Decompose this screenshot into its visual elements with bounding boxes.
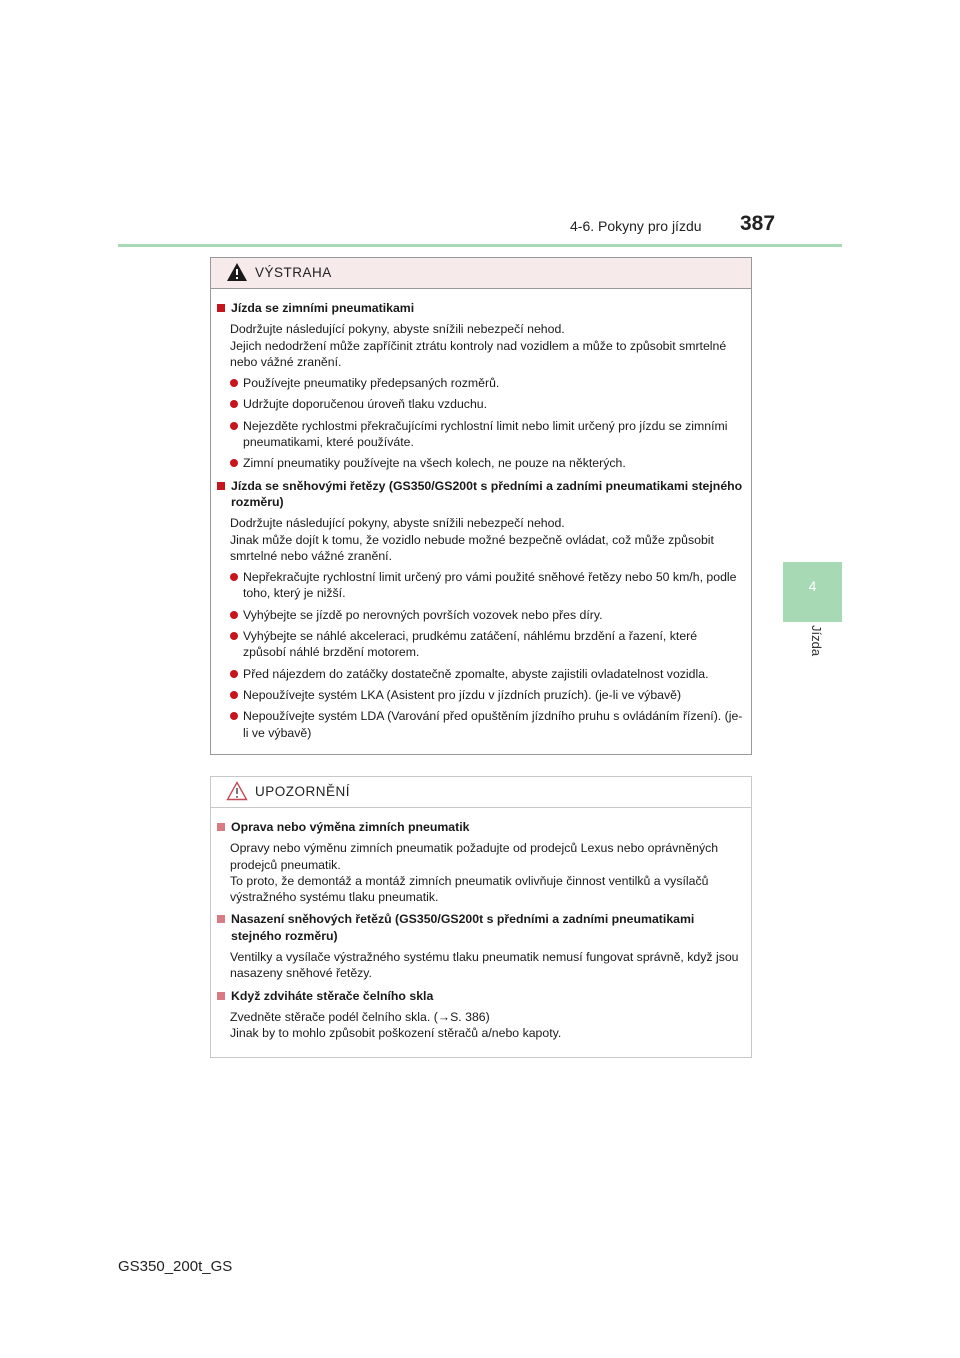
bullet-text: Nepoužívejte systém LDA (Varování před opuštěním jízdního pruhu s ovládáním řízení). (je-li ve výbavě) (243, 709, 743, 740)
bullet-item (217, 418, 743, 451)
warning-header (211, 258, 751, 289)
paragraph: To proto, že demontáž a montáž zimních pneumatik ovlivňuje činnost ventilků a vysílačů výstražného systému tlaku pneumatik. (230, 873, 709, 905)
section-title-text: Nasazení sněhových řetězů (GS350/GS200t s předními a zadními pneumatikami stejného rozměru) (231, 912, 695, 943)
round-bullet-icon (230, 691, 238, 699)
round-bullet-icon (230, 573, 238, 581)
warning-title: VÝSTRAHA (255, 265, 332, 280)
paragraph: Zvedněte stěrače podél čelního skla. (→S. 386) (230, 1009, 490, 1024)
round-bullet-icon (230, 632, 238, 640)
section-title-text: Jízda se sněhovými řetězy (GS350/GS200t s předními a zadními pneumatikami stejného rozměru) (231, 478, 743, 509)
bullet-text: Zimní pneumatiky používejte na všech kolech, ne pouze na některých. (243, 456, 626, 471)
bullet-item (217, 607, 743, 623)
paragraph: Ventilky a vysílače výstražného systému tlaku pneumatik nemusí fungovat správně, když jsou nasazeny sněhové řetězy. (230, 950, 739, 981)
round-bullet-icon (230, 459, 238, 467)
paragraph: Opravy nebo výměnu zimních pneumatik požadujte od prodejců Lexus nebo oprávněných prodejců pneumatik. (230, 841, 719, 872)
notice-body (211, 808, 751, 1042)
section-heading: 4-6. Pokyny pro jízdu (570, 218, 702, 234)
section-title (217, 911, 743, 944)
bullet-item (217, 666, 743, 682)
bullet-item (217, 569, 743, 602)
square-bullet-icon (217, 304, 225, 312)
notice-box (210, 776, 752, 1058)
bullet-item (217, 396, 743, 412)
model-footer: GS350_200t_GS (118, 1258, 233, 1275)
section-title (217, 300, 743, 316)
bullet-text: Nejezděte rychlostmi překračujícími rychlostní limit nebo limit určený pro jízdu se zimními pneumatikami, které používáte. (243, 418, 728, 450)
round-bullet-icon (230, 400, 238, 408)
bullet-text: Používejte pneumatiky předepsaných rozměrů. (243, 376, 500, 391)
bullet-text: Nepřekračujte rychlostní limit určený pro vámi použité sněhové řetězy nebo 50 km/h, podle toho, který je nižší. (243, 570, 737, 601)
warning-body (211, 289, 751, 741)
chapter-number: 4 (808, 578, 817, 594)
bullet-text: Vyhýbejte se náhlé akceleraci, prudkému zatáčení, náhlému brzdění a řazení, které způsobí náhlé brzdění motorem. (243, 629, 698, 660)
paragraph: Dodržujte následující pokyny, abyste snížili nebezpečí nehod. (230, 322, 565, 337)
bullet-item (217, 375, 743, 391)
round-bullet-icon (230, 379, 238, 387)
square-bullet-icon (217, 823, 225, 831)
round-bullet-icon (230, 670, 238, 678)
warning-triangle-icon (226, 262, 248, 282)
square-bullet-icon (217, 915, 225, 923)
section-title (217, 478, 743, 511)
bullet-item (217, 628, 743, 661)
square-bullet-icon (217, 482, 225, 490)
section-title-text: Když zdviháte stěrače čelního skla (231, 988, 434, 1003)
section-title (217, 988, 743, 1004)
notice-header (211, 777, 751, 808)
round-bullet-icon (230, 712, 238, 720)
notice-title: UPOZORNĚNÍ (255, 784, 351, 799)
page-number: 387 (740, 212, 776, 235)
round-bullet-icon (230, 611, 238, 619)
bullet-item (217, 708, 743, 741)
paragraph: Dodržujte následující pokyny, abyste snížili nebezpečí nehod. (230, 516, 565, 531)
paragraph: Jejich nedodržení může zapříčinit ztrátu kontroly nad vozidlem a může to způsobit smrtelné nebo vážné zranění. (230, 338, 727, 369)
bullet-text: Vyhýbejte se jízdě po nerovných površích vozovek nebo přes díry. (243, 607, 603, 622)
bullet-text: Udržujte doporučenou úroveň tlaku vzduchu. (243, 397, 488, 412)
chapter-label: Jízda (809, 625, 824, 657)
header-rule (118, 244, 842, 247)
paragraph: Jinak může dojít k tomu, že vozidlo nebude možné bezpečně ovládat, což může způsobit smrtelné nebo vážné zranění. (230, 532, 714, 563)
section-title-text: Oprava nebo výměna zimních pneumatik (231, 820, 470, 834)
bullet-text: Před nájezdem do zatáčky dostatečně zpomalte, abyste zajistili ovladatelnost vozidla. (243, 666, 709, 681)
warning-box (210, 257, 752, 755)
bullet-text: Nepoužívejte systém LKA (Asistent pro jízdu v jízdních pruzích). (je-li ve výbavě) (243, 687, 682, 702)
caution-triangle-icon (226, 781, 248, 801)
round-bullet-icon (230, 422, 238, 430)
section-title (217, 819, 743, 835)
section-title-text: Jízda se zimními pneumatikami (231, 301, 415, 315)
bullet-item (217, 455, 743, 471)
paragraph: Jinak by to mohlo způsobit poškození stěračů a/nebo kapoty. (230, 1026, 562, 1041)
bullet-item (217, 687, 743, 703)
square-bullet-icon (217, 992, 225, 1000)
